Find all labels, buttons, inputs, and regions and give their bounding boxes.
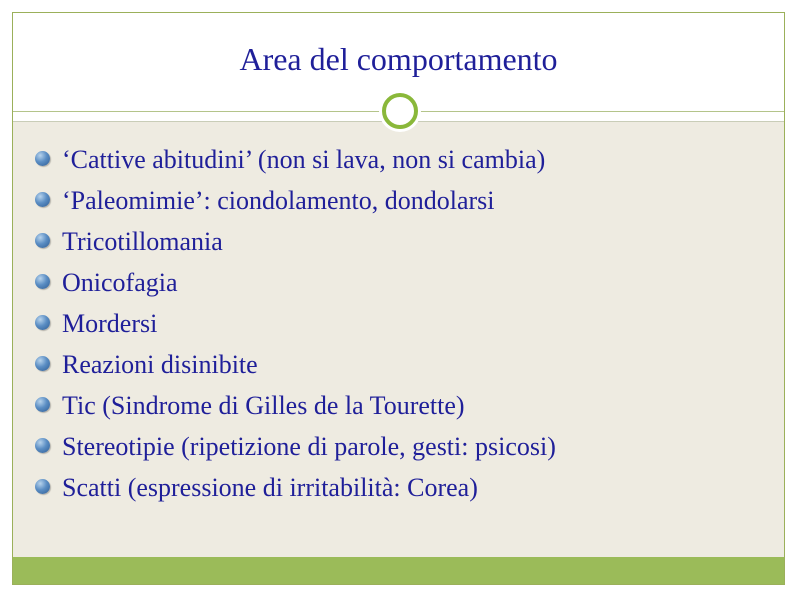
bullet-text: ‘Paleomimie’: ciondolamento, dondolarsi (62, 186, 495, 215)
bullet-text: Tricotillomania (62, 227, 223, 256)
bullet-dot-icon (35, 438, 50, 453)
bullet-item (35, 467, 556, 508)
bullet-dot-icon (35, 192, 50, 207)
slide-title: Area del comportamento (239, 41, 558, 77)
bullet-dot-icon (35, 479, 50, 494)
bullet-text: Onicofagia (62, 268, 178, 297)
slide (12, 12, 785, 585)
bullet-item (35, 221, 556, 262)
bullet-item (35, 344, 556, 385)
bullet-item (35, 180, 556, 221)
bullet-dot-icon (35, 151, 50, 166)
bullet-text: Stereotipie (ripetizione di parole, gesti: psicosi) (62, 432, 556, 461)
bullet-item (35, 262, 556, 303)
bullet-text: ‘Cattive abitudini’ (non si lava, non si cambia) (62, 145, 546, 174)
bullet-item (35, 303, 556, 344)
bullet-dot-icon (35, 397, 50, 412)
bullet-text: Reazioni disinibite (62, 350, 258, 379)
bullet-text: Scatti (espressione di irritabilità: Corea) (62, 473, 478, 502)
bullet-dot-icon (35, 356, 50, 371)
bullet-item (35, 426, 556, 467)
footer-accent-bar (13, 557, 784, 584)
bullet-dot-icon (35, 274, 50, 289)
bullet-text: Mordersi (62, 309, 158, 338)
circle-ring-icon (382, 93, 418, 129)
bullet-list (35, 139, 556, 508)
bullet-item (35, 385, 556, 426)
bullet-dot-icon (35, 315, 50, 330)
bullet-item (35, 139, 556, 180)
bullet-text: Tic (Sindrome di Gilles de la Tourette) (62, 391, 465, 420)
bullet-dot-icon (35, 233, 50, 248)
